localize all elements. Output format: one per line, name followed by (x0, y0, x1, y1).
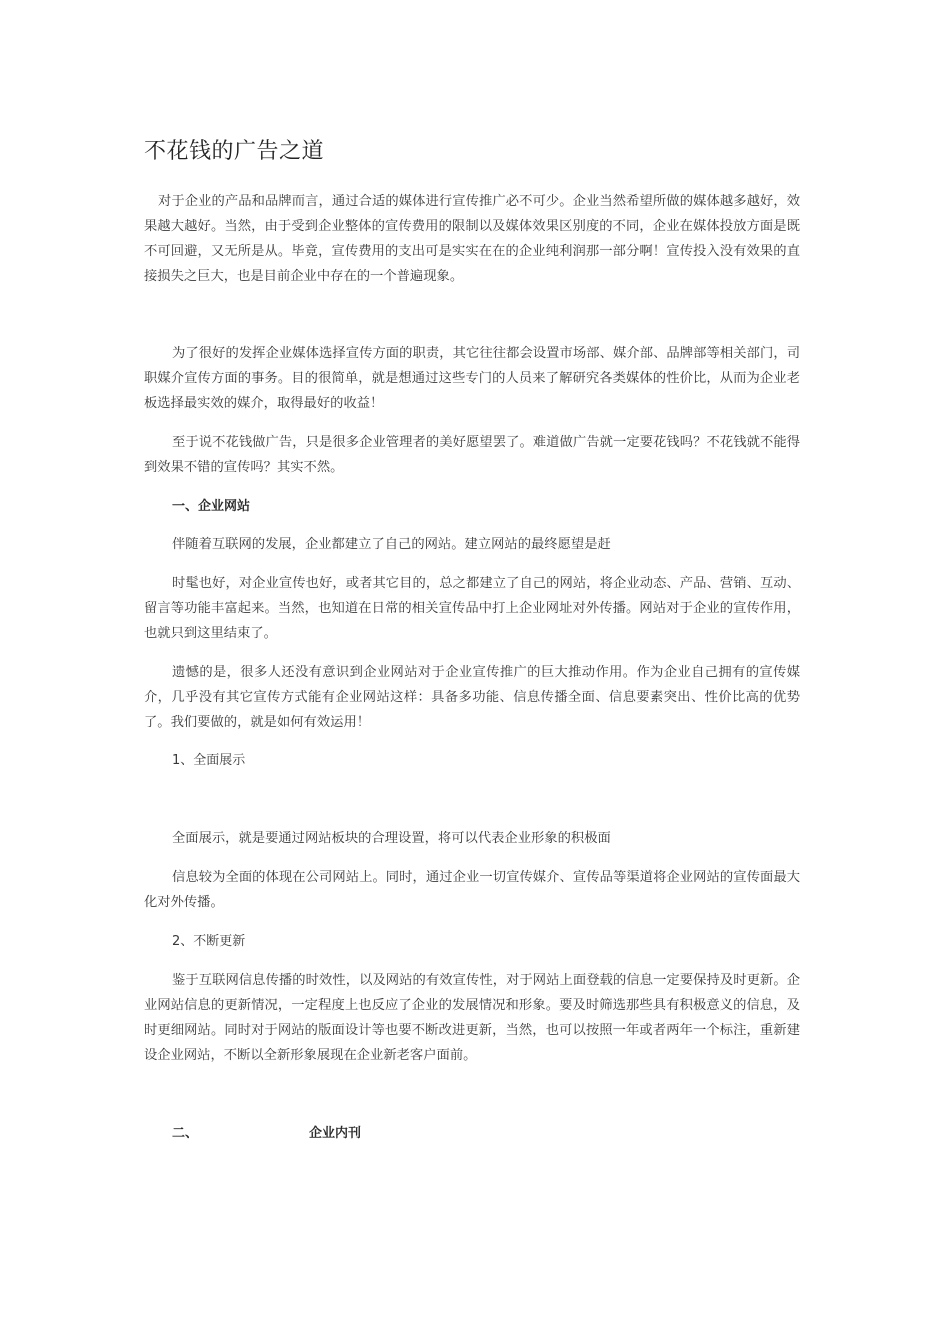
body-paragraph: 信息较为全面的体现在公司网站上。同时，通过企业一切宣传媒介、宣传品等渠道将企业网站的宣传面最大化对外传播。 (144, 870, 800, 910)
body-paragraph: 遗憾的是，很多人还没有意识到企业网站对于企业宣传推广的巨大推动作用。作为企业自己拥有的宣传媒介，几乎没有其它宣传方式能有企业网站这样：具备多功能、信息传播全面、信息要素突出、性价比高的优势了。我们要做的，就是如何有效运用！ (144, 665, 800, 730)
body-paragraph: 伴随着互联网的发展，企业都建立了自己的网站。建立网站的最终愿望是赶 (172, 537, 611, 552)
subsection-heading: 1、全面展示 (172, 753, 246, 768)
body-paragraph: 全面展示，就是要通过网站板块的合理设置，将可以代表企业形象的积极面 (172, 831, 611, 846)
body-paragraph: 鉴于互联网信息传播的时效性，以及网站的有效宣传性，对于网站上面登载的信息一定要保持及时更新。企业网站信息的更新情况，一定程度上也反应了企业的发展情况和形象。要及时筛选那些具有积极意义的信息，及时更细网站。同时对于网站的版面设计等也要不断改进更新，当然，也可以按照一年或者两年一个标注，重新建设企业网站，不断以全新形象展现在企业新老客户面前。 (144, 973, 800, 1063)
section-heading: 一、企业网站 (172, 499, 251, 514)
section-two-number: 二、 (172, 1126, 199, 1141)
body-paragraph: 为了很好的发挥企业媒体选择宣传方面的职责，其它往往都会设置市场部、媒介部、品牌部等相关部门，司职媒介宣传方面的事务。目的很简单，就是想通过这些专门的人员来了解研究各类媒体的性价比，从而为企业老板选择最实效的媒介，取得最好的收益！ (144, 346, 800, 411)
section-two-heading: 企业内刊 (309, 1126, 362, 1141)
body-paragraph: 至于说不花钱做广告，只是很多企业管理者的美好愿望罢了。难道做广告就一定要花钱吗？不花钱就不能得到效果不错的宣传吗？其实不然。 (144, 435, 800, 475)
subsection-heading: 2、不断更新 (172, 934, 246, 949)
document-title: 不花钱的广告之道 (144, 139, 325, 164)
intro-paragraph: 对于企业的产品和品牌而言，通过合适的媒体进行宣传推广必不可少。企业当然希望所做的媒体越多越好，效果越大越好。当然，由于受到企业整体的宣传费用的限制以及媒体效果区别度的不同，企业在媒体投放方面是既不可回避，又无所是从。毕竟，宣传费用的支出可是实实在在的企业纯利润那一部分啊！宣传投入没有效果的直接损失之巨大，也是目前企业中存在的一个普遍现象。 (144, 194, 800, 284)
body-paragraph: 时髦也好，对企业宣传也好，或者其它目的，总之都建立了自己的网站，将企业动态、产品、营销、互动、留言等功能丰富起来。当然，也知道在日常的相关宣传品中打上企业网址对外传播。网站对于企业的宣传作用，也就只到这里结束了。 (144, 576, 800, 641)
